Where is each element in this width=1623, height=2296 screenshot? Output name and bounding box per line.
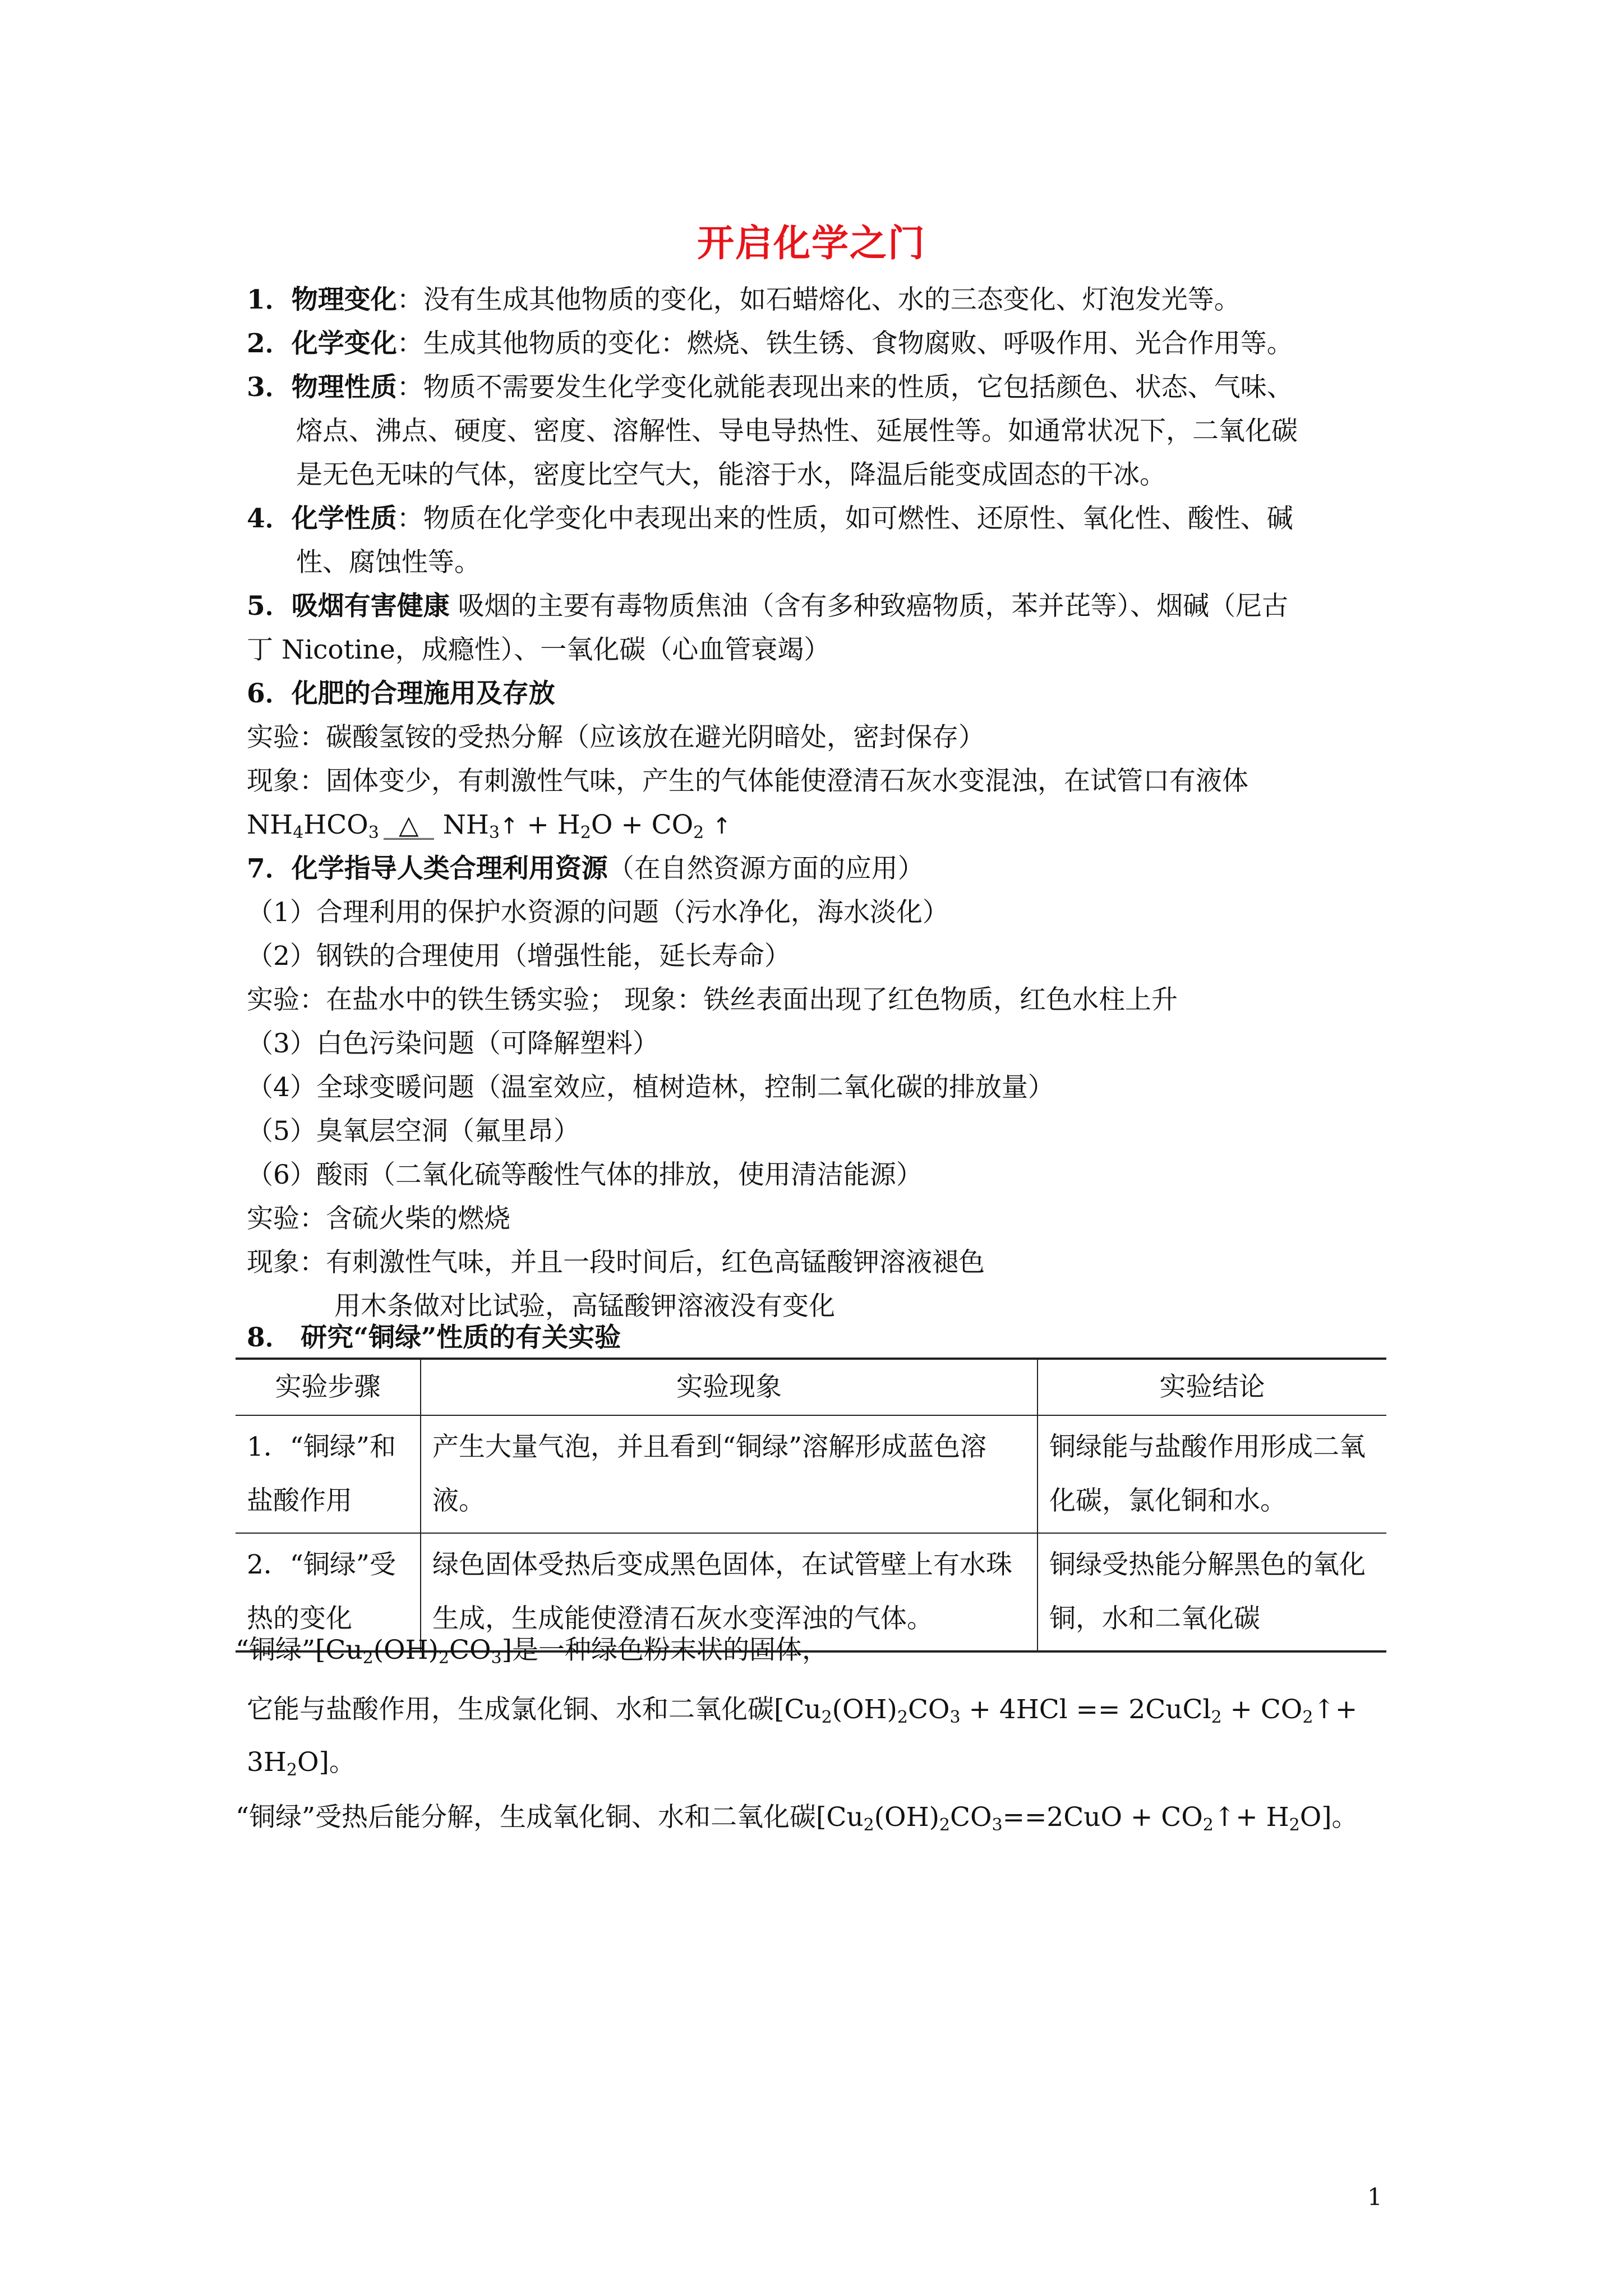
list-item: （4）全球变暖问题（温室效应，植树造林，控制二氧化碳的排放量） [247,1072,1054,1103]
item-text-line: 是无色无味的气体，密度比空气大，能溶于水，降温后能变成固态的干冰。 [296,459,1166,490]
list-item: （6）酸雨（二氧化硫等酸性气体的排放，使用清洁能源） [247,1159,923,1190]
eq-part: NH [442,809,489,840]
note-sub: 2 [1202,1815,1214,1835]
note-part: 3H [247,1747,287,1778]
note-line [247,1746,356,1787]
eq-sub: 3 [368,823,379,843]
table-header: 实验结论 [1038,1359,1386,1415]
note-part: CO [907,1694,950,1725]
note-part: + 4HCl == 2CuCl [960,1694,1211,1725]
eq-sub: 4 [293,823,304,843]
chemical-equation [247,808,731,850]
eq-part: HCO [303,809,368,840]
list-item: （2）钢铁的合理使用（增强性能，延长寿命） [247,941,791,972]
item-number: 1． [247,284,292,315]
table-cell: 1．“铜绿”和盐酸作用 [236,1415,421,1533]
eq-sub: 2 [693,823,704,843]
experiment-text: 实验：含硫火柴的燃烧 [247,1203,510,1234]
note-sub: 2 [1302,1708,1313,1727]
experiment-table [236,1358,1386,1653]
note-sub: 2 [1289,1815,1300,1835]
item-text-line: 熔点、沸点、硬度、密度、溶解性、导电导热性、延展性等。如通常状况下，二氧化碳 [296,416,1298,447]
table-cell: 产生大量气泡，并且看到“铜绿”溶解形成蓝色溶液。 [421,1415,1038,1533]
eq-part: NH [247,809,293,840]
note-line [236,1634,828,1675]
note-part: (OH) [832,1694,897,1725]
phenomenon-text: 用木条做对比试验，高锰酸钾溶液没有变化 [334,1291,835,1322]
eq-part: O + CO [591,809,694,840]
note-part: ==2CuO + CO [1002,1802,1203,1833]
note-part: (OH) [373,1635,439,1665]
phenomenon-text: 现象：固体变少，有刺激性气味，产生的气体能使澄清石灰水变混浊，在试管口有液体 [247,766,1248,797]
note-part: (OH) [874,1802,939,1833]
item-number: 3． [247,372,292,403]
heading-text: 8． 研究“铜绿”性质的有关实验 [247,1322,621,1353]
term-smoking: 吸烟有害健康 [291,591,450,622]
page-number: 1 [1367,2183,1382,2211]
list-item: （5）臭氧层空洞（氟里昂） [247,1116,580,1147]
note-part: + CO [1221,1694,1303,1725]
eq-part: + H [518,809,580,840]
note-part: O]。 [297,1747,356,1778]
note-part: O]。 [1299,1802,1358,1833]
gas-arrow-icon: ↑ [712,813,731,839]
table-cell: 2．“铜绿”受热的变化 [236,1533,421,1651]
experiment-text: 实验：碳酸氢铵的受热分解（应该放在避光阴暗处，密封保存） [247,722,985,753]
note-part: “铜绿”[Cu [236,1635,363,1665]
item-number: 2． [247,328,292,359]
item-text-line: 性、腐蚀性等。 [296,547,481,578]
item-physical-change [247,283,1241,317]
term-chemical-change: 化学变化 [291,328,397,359]
eq-sub: 2 [580,823,591,843]
table-cell: 铜绿能与盐酸作用形成二氧化碳，氯化铜和水。 [1038,1415,1386,1533]
item-text: ：物质在化学变化中表现出来的性质，如可燃性、还原性、氧化性、酸性、碱 [396,503,1293,534]
section-resources-heading [247,852,924,886]
note-sub: 2 [863,1815,874,1835]
item-chemical-property [247,502,1293,536]
note-line [247,1693,1357,1734]
note-part: 它能与盐酸作用，生成氯化铜、水和二氧化碳[Cu [247,1694,822,1725]
experiment-text: 实验：在盐水中的铁生锈实验； 现象：铁丝表面出现了红色物质，红色水柱上升 [247,984,1178,1015]
item-physical-property [247,371,1293,404]
item-text: ：没有生成其他物质的变化，如石蜡熔化、水的三态变化、灯泡发光等。 [396,284,1241,315]
heading-text: 6．化肥的合理施用及存放 [247,678,555,709]
page-title: 开启化学之门 [697,221,926,265]
note-sub: 2 [897,1708,908,1727]
note-part: ↑+ [1313,1694,1358,1725]
eq-sub: 3 [488,823,500,843]
note-line [236,1801,1358,1842]
term-chemical-property: 化学性质 [291,503,397,534]
note-sub: 2 [362,1648,374,1668]
item-chemical-change [247,327,1293,361]
item-text: ：生成其他物质的变化：燃烧、铁生锈、食物腐败、呼吸作用、光合作用等。 [396,328,1293,359]
item-text: ：物质不需要发生化学变化就能表现出来的性质，它包括颜色、状态、气味、 [396,372,1293,403]
note-sub: 2 [1211,1708,1222,1727]
note-sub: 2 [939,1815,951,1835]
item-text-line: 丁 Nicotine，成瘾性）、一氧化碳（心血管衰竭） [247,634,831,665]
phenomenon-text: 现象：有刺激性气味，并且一段时间后，红色高锰酸钾溶液褪色 [247,1247,985,1278]
list-item: （1）合理利用的保护水资源的问题（污水净化，海水淡化） [247,897,949,928]
item-number: 5． [247,591,292,622]
table-cell: 铜绿受热能分解黑色的氧化铜，水和二氧化碳 [1038,1533,1386,1651]
note-sub: 2 [821,1708,832,1727]
note-part: CO [449,1635,491,1665]
item-number: 4． [247,503,292,534]
note-part: ]是一种绿色粉末状的固体， [501,1635,828,1665]
heat-condition: △ [384,811,434,840]
note-sub: 2 [286,1760,297,1780]
heading-tail: （在自然资源方面的应用） [607,853,924,884]
note-sub: 3 [949,1708,961,1727]
note-sub: 2 [438,1648,450,1668]
heading-text: 7．化学指导人类合理利用资源 [247,853,608,884]
note-part: CO [950,1802,992,1833]
note-sub: 3 [491,1648,502,1668]
note-part: ↑+ H [1213,1802,1289,1833]
section-fertilizer-heading [247,677,555,711]
note-sub: 3 [992,1815,1003,1835]
note-part: “铜绿”受热后能分解，生成氧化铜、水和二氧化碳[Cu [236,1802,864,1833]
term-physical-change: 物理变化 [291,284,397,315]
list-item: （3）白色污染问题（可降解塑料） [247,1028,659,1059]
table-header-row [236,1359,1386,1415]
table-header: 实验步骤 [236,1359,421,1415]
gas-arrow-icon: ↑ [500,813,519,839]
table-cell: 绿色固体受热后变成黑色固体，在试管壁上有水珠生成，生成能使澄清石灰水变浑浊的气体。 [421,1533,1038,1651]
item-text: 吸烟的主要有毒物质焦油（含有多种致癌物质，苯并芘等）、烟碱（尼古 [449,591,1289,622]
section-copper-heading [247,1321,621,1355]
term-physical-property: 物理性质 [291,372,397,403]
item-smoking [247,590,1288,623]
table-row [236,1415,1386,1533]
table-header: 实验现象 [421,1359,1038,1415]
